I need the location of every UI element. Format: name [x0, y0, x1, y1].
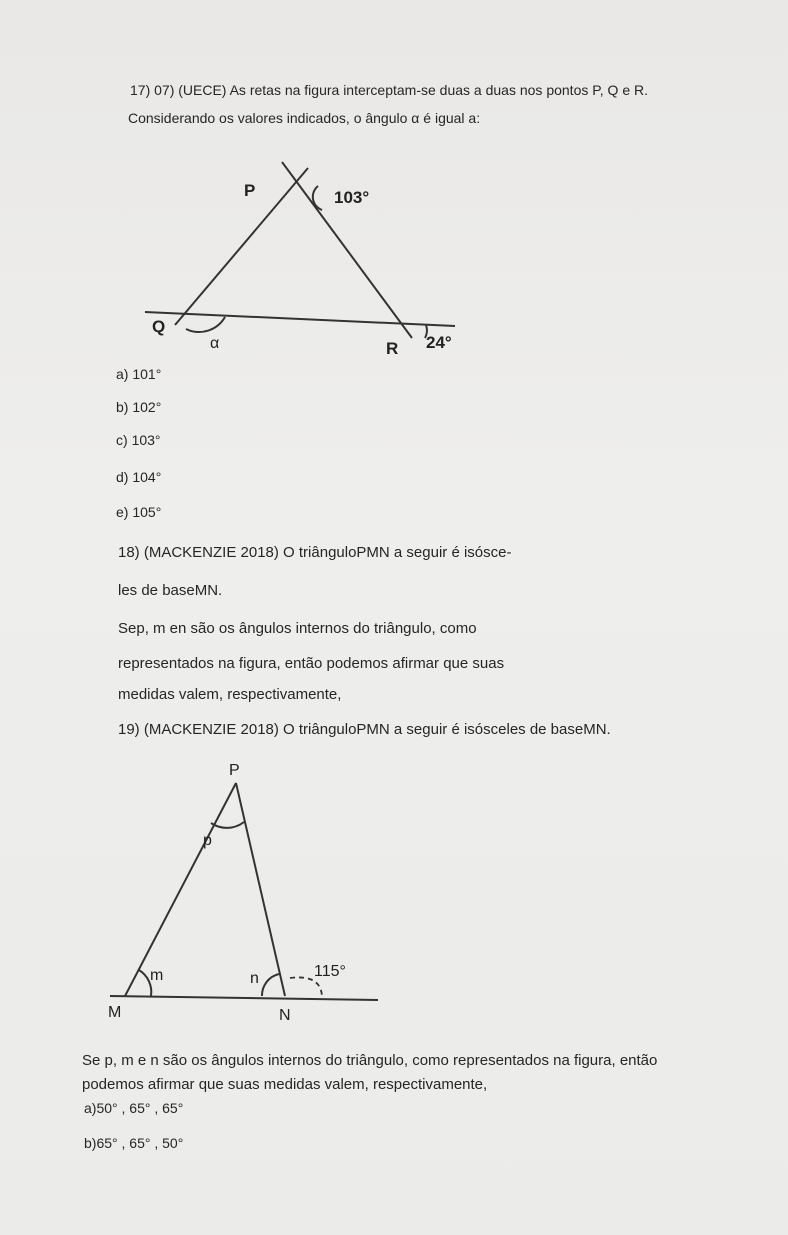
q19-option-b: b)65° , 65° , 50°	[84, 1135, 184, 1151]
q19-side-pm	[125, 783, 236, 996]
q18-line3: Sep, m en são os ângulos internos do triângulo, como	[118, 620, 477, 637]
q17-label-p: P	[244, 181, 256, 200]
q17-statement-line1: 17) 07) (UECE) As retas na figura interceptam-se duas a duas nos pontos P, Q e R.	[130, 82, 649, 98]
q17-option-e: e) 105°	[116, 504, 162, 520]
q19-angle-115: 115°	[314, 963, 346, 980]
q17-label-q: Q	[152, 317, 166, 336]
q18-line4: representados na figura, então podemos afirmar que suas	[118, 655, 505, 672]
q17-label-r: R	[386, 339, 399, 358]
q18-line1: 18) (MACKENZIE 2018) O triânguloPMN a seguir é isósce-	[118, 544, 512, 561]
q19-label-m: M	[108, 1004, 122, 1021]
q17-option-b: b) 102°	[116, 399, 162, 415]
q19-label-p: P	[229, 762, 240, 779]
q17-statement-line2: Considerando os valores indicados, o ângulo α é igual a:	[128, 110, 481, 126]
q19-arc-n	[262, 974, 279, 996]
q19-angle-m: m	[150, 967, 164, 984]
q18-line2: les de baseMN.	[118, 582, 223, 599]
q19-base-mn	[110, 996, 378, 1000]
q17-angle-24: 24°	[426, 333, 452, 352]
q19-angle-n: n	[250, 970, 259, 987]
q19-side-pn	[236, 783, 285, 996]
q19-title: 19) (MACKENZIE 2018) O triânguloPMN a seguir é isósceles de baseMN.	[118, 721, 611, 738]
q19-angle-p: p	[203, 832, 212, 849]
q17-option-d: d) 104°	[116, 469, 162, 485]
q17-angle-103: 103°	[334, 188, 370, 207]
q19-arc-115	[290, 977, 322, 998]
q19-body-line1: Se p, m e n são os ângulos internos do triângulo, como representados na figura, então	[82, 1052, 658, 1069]
q17-option-c: c) 103°	[116, 432, 161, 448]
q19-label-n: N	[279, 1007, 291, 1024]
q17-option-a: a) 101°	[116, 366, 162, 382]
q17-angle-alpha: α	[210, 335, 220, 352]
q19-option-a: a)50° , 65° , 65°	[84, 1100, 184, 1116]
q18-line5: medidas valem, respectivamente,	[118, 686, 342, 703]
q19-body-line2: podemos afirmar que suas medidas valem, respectivamente,	[82, 1076, 488, 1093]
